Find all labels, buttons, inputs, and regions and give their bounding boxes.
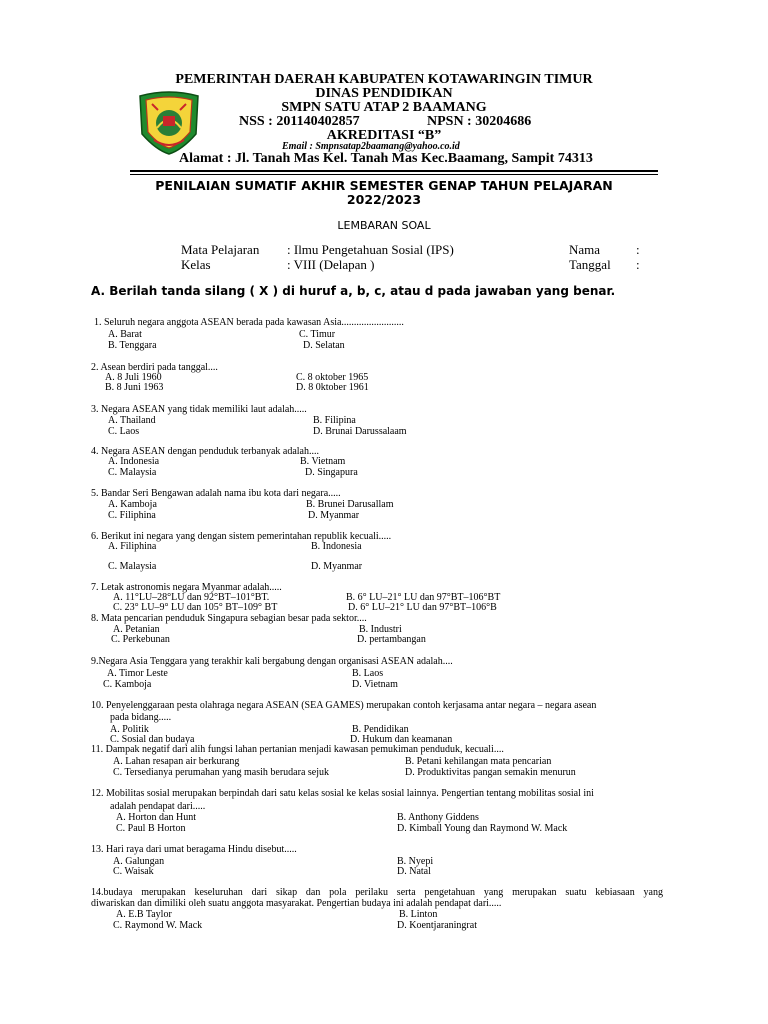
q4-option-b[interactable]: B. Vietnam (300, 456, 346, 467)
q1-option-c[interactable]: C. Timur (299, 329, 336, 340)
q5-option-b[interactable]: B. Brunei Darusallam (306, 499, 394, 510)
question-11: 11. Dampak negatif dari alih fungsi lahan pertanian menjadi kawasan pemukiman penduduk, kecuali.... (91, 744, 504, 755)
q11-option-b[interactable]: B. Petani kehilangan mata pencarian (405, 756, 552, 767)
question-4: 4. Negara ASEAN dengan penduduk terbanyak adalah.... (91, 446, 319, 457)
header-accreditation: AKREDITASI “B” (326, 128, 442, 143)
q10-option-c[interactable]: C. Sosial dan budaya (110, 734, 195, 745)
date-colon: : (636, 257, 640, 272)
header-divider (130, 170, 658, 175)
name-colon: : (636, 242, 640, 257)
q8-option-b[interactable]: B. Industri (359, 624, 402, 635)
q1-option-d[interactable]: D. Selatan (303, 340, 345, 351)
question-1: 1. Seluruh negara anggota ASEAN berada pada kawasan Asia......................... (94, 317, 404, 328)
question-13: 13. Hari raya dari umat beragama Hindu disebut..... (91, 844, 297, 855)
q6-option-a[interactable]: A. Filiphina (108, 541, 157, 552)
q3-option-a[interactable]: A. Thailand (108, 415, 156, 426)
question-2: 2. Asean berdiri pada tanggal.... (91, 362, 218, 373)
exam-year: 2022/2023 (346, 192, 422, 207)
q12-option-d[interactable]: D. Kimball Young dan Raymond W. Mack (397, 823, 568, 834)
header-department: DINAS PENDIDIKAN (315, 86, 453, 101)
question-7: 7. Letak astronomis negara Myanmar adalah..... (91, 582, 282, 593)
q13-option-a[interactable]: A. Galungan (113, 856, 165, 867)
q4-option-c[interactable]: C. Malaysia (108, 467, 157, 478)
question-3: 3. Negara ASEAN yang tidak memiliki laut adalah..... (91, 404, 307, 415)
question-14-cont: diwariskan dan dimiliki oleh suatu anggota masyarakat. Pengertian budaya ini adalah pendapat dari..... (91, 898, 502, 909)
q13-option-c[interactable]: C. Waisak (113, 866, 154, 877)
q2-option-b[interactable]: B. 8 Juni 1963 (105, 382, 164, 393)
q7-option-a[interactable]: A. 11°LU–28°LU dan 92°BT–101°BT. (113, 592, 270, 603)
class-label: Kelas (181, 257, 211, 272)
header-email: Email : Smpnsatap2baamang@yahoo.co.id (282, 141, 460, 152)
q2-option-a[interactable]: A. 8 Juli 1960 (105, 372, 162, 383)
q3-option-b[interactable]: B. Filipina (313, 415, 356, 426)
header-government: PEMERINTAH DAERAH KABUPATEN KOTAWARINGIN TIMUR (175, 72, 593, 87)
section-a-instruction: A. Berilah tanda silang ( X ) di huruf a, b, c, atau d pada jawaban yang benar. (91, 284, 616, 298)
q5-option-c[interactable]: C. Filiphina (108, 510, 156, 521)
q8-option-d[interactable]: D. pertambangan (357, 634, 426, 645)
q6-option-d[interactable]: D. Myanmar (311, 561, 363, 572)
q12-option-b[interactable]: B. Anthony Giddens (397, 812, 479, 823)
q13-option-b[interactable]: B. Nyepi (397, 856, 434, 867)
q8-option-c[interactable]: C. Perkebunan (111, 634, 170, 645)
q14-option-b[interactable]: B. Linton (399, 909, 438, 920)
question-9: 9.Negara Asia Tenggara yang terakhir kali bergabung dengan organisasi ASEAN adalah.... (91, 656, 453, 667)
question-5: 5. Bandar Seri Bengawan adalah nama ibu kota dari negara..... (91, 488, 341, 499)
q14-option-c[interactable]: C. Raymond W. Mack (113, 920, 203, 931)
question-8: 8. Mata pencarian penduduk Singapura sebagian besar pada sektor.... (91, 613, 367, 624)
question-sheet-label: LEMBARAN SOAL (337, 219, 431, 232)
question-6: 6. Berikut ini negara yang dengan sistem pemerintahan republik kecuali..... (91, 531, 392, 542)
question-14: 14.budaya merupakan keseluruhan dari sikap dan pola perilaku serta pengetahuan yang merupakan suatu kebiasaan yang (91, 887, 663, 898)
q4-option-a[interactable]: A. Indonesia (108, 456, 160, 467)
q4-option-d[interactable]: D. Singapura (305, 467, 358, 478)
name-label: Nama (569, 242, 601, 257)
q14-option-a[interactable]: A. E.B Taylor (116, 909, 172, 920)
q9-option-a[interactable]: A. Timor Leste (107, 668, 168, 679)
q9-option-b[interactable]: B. Laos (352, 668, 384, 679)
q1-option-b[interactable]: B. Tenggara (108, 340, 157, 351)
q9-option-d[interactable]: D. Vietnam (352, 679, 398, 690)
exam-title: PENILAIAN SUMATIF AKHIR SEMESTER GENAP TAHUN PELAJARAN (155, 178, 613, 193)
question-10-cont: pada bidang..... (110, 712, 172, 723)
header-npsn: NPSN : 30204686 (427, 114, 532, 129)
q11-option-c[interactable]: C. Tersedianya perumahan yang masih berudara sejuk (113, 767, 329, 778)
q6-option-c[interactable]: C. Malaysia (108, 561, 157, 572)
q11-option-d[interactable]: D. Produktivitas pangan semakin menurun (405, 767, 576, 778)
question-12-cont: adalah pendapat dari..... (110, 801, 206, 812)
q9-option-c[interactable]: C. Kamboja (103, 679, 152, 690)
q13-option-d[interactable]: D. Natal (397, 866, 431, 877)
q10-option-b[interactable]: B. Pendidikan (352, 724, 409, 735)
header-address: Alamat : Jl. Tanah Mas Kel. Tanah Mas Kec.Baamang, Sampit 74313 (179, 151, 593, 166)
q6-option-b[interactable]: B. Indonesia (311, 541, 362, 552)
q5-option-d[interactable]: D. Myanmar (308, 510, 360, 521)
q2-option-c[interactable]: C. 8 oktober 1965 (296, 372, 369, 383)
q5-option-a[interactable]: A. Kamboja (108, 499, 157, 510)
subject-value: : Ilmu Pengetahuan Sosial (IPS) (287, 242, 454, 257)
q7-option-d[interactable]: D. 6° LU–21° LU dan 97°BT–106°B (348, 602, 497, 613)
question-10: 10. Penyelenggaraan pesta olahraga negara ASEAN (SEA GAMES) merupakan contoh kerjasama antar negara – negara asean (91, 700, 597, 711)
q3-option-c[interactable]: C. Laos (108, 426, 140, 437)
q12-option-c[interactable]: C. Paul B Horton (116, 823, 186, 834)
q7-option-c[interactable]: C. 23° LU–9° LU dan 105° BT–109° BT (113, 602, 278, 613)
question-12: 12. Mobilitas sosial merupakan berpindah dari satu kelas sosial ke kelas sosial lainnya. Pengertian tentang mobilitas sosial ini (91, 788, 594, 799)
q12-option-a[interactable]: A. Horton dan Hunt (116, 812, 196, 823)
class-value: : VIII (Delapan ) (287, 257, 375, 272)
q10-option-d[interactable]: D. Hukum dan keamanan (350, 734, 453, 745)
q14-option-d[interactable]: D. Koentjaraningrat (397, 920, 477, 931)
q2-option-d[interactable]: D. 8 0ktober 1961 (296, 382, 369, 393)
q11-option-a[interactable]: A. Lahan resapan air berkurang (113, 756, 240, 767)
header-school: SMPN SATU ATAP 2 BAAMANG (281, 100, 487, 115)
header-nss: NSS : 201140402857 (239, 114, 360, 129)
q1-option-a[interactable]: A. Barat (108, 329, 142, 340)
date-label: Tanggal (569, 257, 611, 272)
q8-option-a[interactable]: A. Petanian (113, 624, 160, 635)
q10-option-a[interactable]: A. Politik (110, 724, 149, 735)
q7-option-b[interactable]: B. 6° LU–21° LU dan 97°BT–106°BT (346, 592, 501, 603)
subject-label: Mata Pelajaran (181, 242, 260, 257)
q3-option-d[interactable]: D. Brunai Darussalaam (313, 426, 407, 437)
